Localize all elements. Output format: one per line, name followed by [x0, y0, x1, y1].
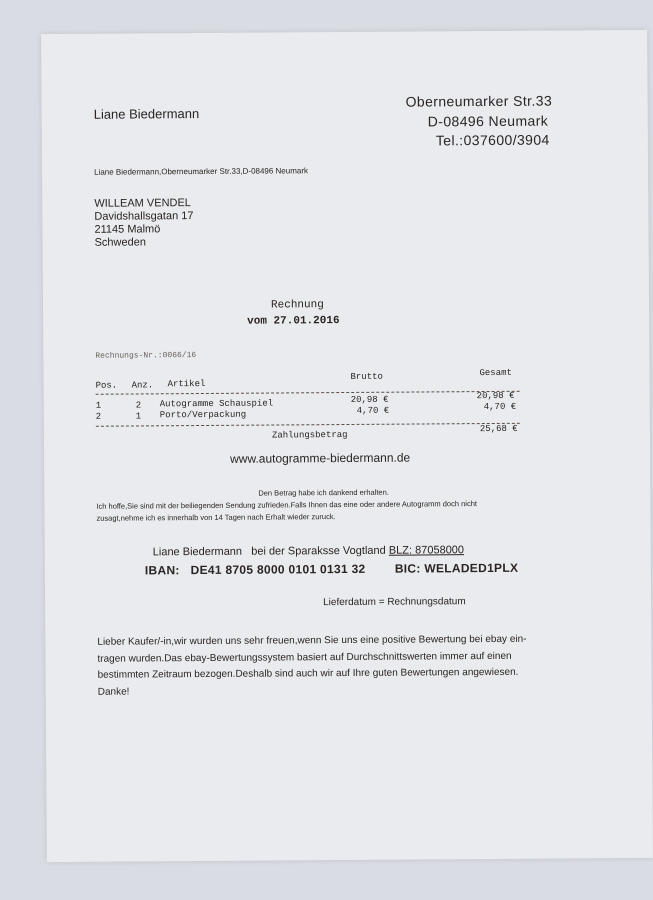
- row-2-qty: 1: [135, 411, 142, 422]
- row-1-gross: 20,98 €: [350, 394, 389, 405]
- row-2-gross: 4,70 €: [356, 405, 390, 416]
- sender-street: Oberneumarker Str.33: [405, 92, 553, 110]
- row-2-article: Porto/Verpackung: [159, 409, 247, 421]
- iban: IBAN: DE41 8705 8000 0101 0131 32: [144, 561, 366, 578]
- bank-holder: Liane Biedermann bei der Sparaksse Vogtland: [152, 544, 386, 559]
- header-gross: Brutto: [350, 371, 383, 382]
- delivery-note: Lieferdatum = Rechnungsdatum: [323, 596, 466, 609]
- sender-name: Liane Biedermann: [93, 106, 200, 122]
- message-line-1: Den Betrag habe ich dankend erhalten.: [258, 487, 389, 498]
- header-qty: Anz.: [131, 380, 154, 391]
- header-article: Artikel: [167, 378, 206, 390]
- closing-line-2: tragen wurden.Das ebay-Bewertungssystem basiert auf Durchschnittswerten immer auf einen: [97, 650, 512, 665]
- invoice-number: Rechnungs-Nr.:0066/16: [95, 351, 197, 361]
- row-1-total: 20,98 €: [476, 390, 515, 402]
- invoice-title: Rechnung: [270, 299, 324, 312]
- recipient-country: Schweden: [94, 236, 146, 249]
- message-line-2: Ich hoffe,Sie sind mit der beiliegenden Sendung zufrieden.Falls Ihnen das eine oder andere Autogramm doch nicht: [96, 499, 477, 511]
- iban-line: [145, 561, 519, 578]
- recipient-street: Davidshallsgatan 17: [94, 210, 194, 223]
- header-divider: [96, 391, 520, 395]
- sender-phone: Tel.:037600/3904: [435, 131, 550, 149]
- bic: BIC: WELADED1PLX: [394, 560, 519, 576]
- recipient-address: [94, 197, 193, 250]
- closing-line-1: Lieber Kaufer/-in,wir wurden uns sehr freuen,wenn Sie uns eine positive Bewertung bei ebay ein-: [97, 633, 527, 648]
- header-total: Gesamt: [479, 367, 512, 379]
- closing-line-4: Danke!: [97, 686, 130, 698]
- recipient-name: WILLEAM VENDEL: [94, 197, 191, 210]
- sum-label: Zahlungsbetrag: [271, 429, 348, 441]
- website-url: www.autogramme-biedermann.de: [230, 450, 411, 466]
- invoice-sheet: [41, 30, 653, 862]
- row-1-qty: 2: [135, 400, 142, 411]
- sum-value: 25,68 €: [479, 423, 518, 435]
- header-pos: Pos.: [95, 380, 118, 391]
- row-2-total: 4,70 €: [483, 401, 517, 413]
- sender-city: D-08496 Neumark: [427, 112, 549, 130]
- invoice-date: vom 27.01.2016: [247, 315, 340, 328]
- row-1-pos: 1: [95, 400, 102, 411]
- row-1-article: Autogramme Schauspiel: [159, 398, 274, 410]
- message-line-3: zusagt,nehme ich es innerhalb von 14 Tagen nach Erhalt wieder zuruck.: [96, 512, 336, 523]
- return-address-line: Liane Biedermann,Oberneumarker Str.33,D-08496 Neumark: [94, 166, 308, 177]
- bank-line: [153, 544, 464, 558]
- recipient-city: 21145 Malmö: [94, 223, 161, 236]
- sum-divider: [96, 423, 520, 427]
- bank-blz: BLZ: 87058000: [388, 544, 465, 557]
- closing-line-3: bestimmten Zeitraum bezogen.Deshalb sind auch wir auf Ihre guten Bewertungen angewiesen.: [97, 666, 519, 681]
- row-2-pos: 2: [95, 411, 102, 422]
